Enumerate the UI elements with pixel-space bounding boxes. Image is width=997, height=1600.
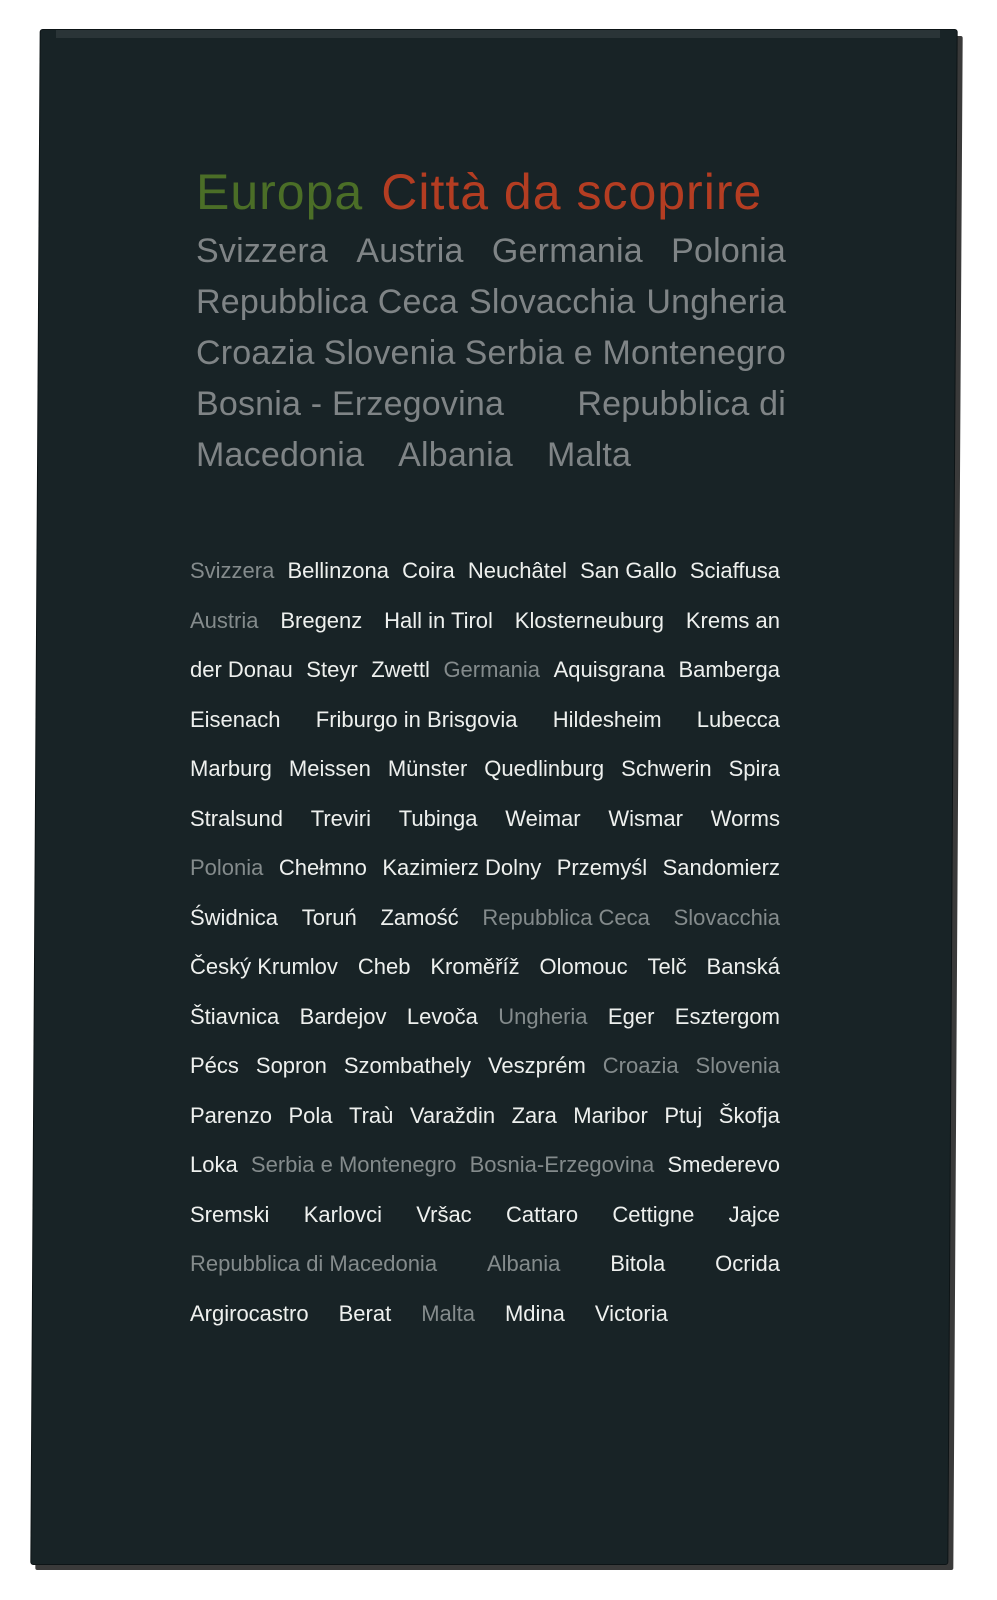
city-name: Steyr bbox=[306, 657, 358, 682]
country-label: Bosnia-Erzegovina bbox=[469, 1152, 655, 1177]
country-row bbox=[196, 379, 786, 430]
text-line bbox=[190, 1190, 780, 1240]
city-name: Levoča bbox=[406, 1003, 478, 1029]
text-line bbox=[190, 942, 780, 992]
city-name: Coira bbox=[402, 558, 455, 583]
country-row bbox=[196, 328, 786, 379]
title-europa: Europa bbox=[196, 164, 364, 220]
country-row bbox=[196, 277, 786, 328]
city-name: Bellinzona bbox=[287, 558, 390, 583]
city-name: Maribor bbox=[573, 1102, 648, 1128]
country-name: Repubblica di bbox=[577, 385, 786, 423]
city-name: Sremski bbox=[190, 1201, 270, 1227]
city-name: Bamberga bbox=[678, 657, 780, 682]
city-name: Neuchâtel bbox=[467, 558, 567, 583]
city-name: Meissen bbox=[288, 756, 371, 781]
country-name: Malta bbox=[546, 436, 632, 474]
city-name: Bregenz bbox=[280, 607, 363, 633]
city-name: Pola bbox=[288, 1102, 333, 1128]
country-label: Repubblica di Macedonia bbox=[190, 1251, 438, 1276]
city-name: Sopron bbox=[255, 1053, 327, 1078]
country-row bbox=[196, 226, 786, 277]
text-line bbox=[190, 1041, 780, 1091]
city-name: Smederevo bbox=[667, 1152, 780, 1177]
city-name: Veszprém bbox=[487, 1053, 586, 1078]
city-name: San Gallo bbox=[580, 558, 677, 583]
city-name: Wismar bbox=[608, 805, 683, 831]
book-title bbox=[196, 164, 786, 220]
city-name: Ptuj bbox=[664, 1102, 703, 1128]
city-name: Zara bbox=[511, 1102, 557, 1128]
city-name: Klosterneuburg bbox=[514, 607, 664, 633]
city-name: Škofja bbox=[718, 1102, 780, 1128]
city-name: Quedlinburg bbox=[484, 756, 605, 781]
city-name: Zamość bbox=[380, 904, 459, 930]
city-name: Karlovci bbox=[303, 1201, 382, 1227]
city-name: Eger bbox=[607, 1003, 655, 1029]
country-name: Slovenia bbox=[323, 334, 456, 372]
text-line bbox=[190, 546, 780, 596]
city-name: der Donau bbox=[190, 657, 293, 682]
country-label: Albania bbox=[486, 1251, 561, 1276]
city-name: Friburgo in Brisgovia bbox=[315, 706, 518, 732]
country-row bbox=[196, 430, 786, 481]
city-name: Münster bbox=[387, 756, 468, 781]
text-line bbox=[190, 695, 780, 745]
country-name: Albania bbox=[398, 436, 513, 474]
city-name: Vršac bbox=[416, 1201, 472, 1227]
text-line bbox=[190, 992, 780, 1042]
city-name: Berat bbox=[338, 1300, 392, 1326]
city-name: Varaždin bbox=[409, 1102, 496, 1128]
city-name: Traù bbox=[348, 1102, 394, 1128]
book-top-edge bbox=[56, 30, 940, 38]
city-name: Przemyśl bbox=[556, 855, 648, 880]
city-name: Świdnica bbox=[190, 904, 279, 930]
city-name: Esztergom bbox=[674, 1003, 780, 1029]
country-name: Repubblica Ceca bbox=[196, 283, 458, 321]
country-name: Ungheria bbox=[646, 283, 786, 321]
city-name: Toruń bbox=[301, 904, 357, 930]
text-line bbox=[190, 794, 780, 844]
text-line bbox=[190, 1140, 780, 1190]
country-label: Svizzera bbox=[190, 558, 275, 583]
country-label: Malta bbox=[421, 1300, 475, 1326]
text-line bbox=[190, 1091, 780, 1141]
country-label: Ungheria bbox=[498, 1003, 588, 1029]
country-label: Slovenia bbox=[695, 1053, 780, 1078]
city-name: Loka bbox=[190, 1152, 238, 1177]
city-name: Parenzo bbox=[190, 1102, 272, 1128]
city-name: Český Krumlov bbox=[190, 954, 338, 979]
country-name: Bosnia - Erzegovina bbox=[196, 385, 505, 423]
city-name: Pécs bbox=[190, 1053, 239, 1078]
city-name: Cettigne bbox=[612, 1201, 695, 1227]
city-name: Eisenach bbox=[190, 706, 281, 732]
city-name: Schwerin bbox=[621, 756, 712, 781]
city-name: Hall in Tirol bbox=[384, 607, 493, 633]
city-name: Telč bbox=[647, 954, 687, 979]
country-name: Serbia e Montenegro bbox=[464, 334, 786, 372]
city-name: Bitola bbox=[610, 1251, 666, 1276]
country-label: Germania bbox=[443, 657, 541, 682]
country-list bbox=[196, 226, 786, 481]
city-name: Zwettl bbox=[371, 657, 430, 682]
country-name: Croazia bbox=[196, 334, 315, 372]
city-name: Olomouc bbox=[539, 954, 628, 979]
country-label: Serbia e Montenegro bbox=[250, 1152, 457, 1177]
text-line bbox=[190, 1239, 780, 1289]
city-name: Szombathely bbox=[343, 1053, 471, 1078]
country-name: Polonia bbox=[671, 232, 786, 270]
city-name: Kroměříž bbox=[430, 954, 520, 979]
country-name: Slovacchia bbox=[468, 283, 636, 321]
country-label: Austria bbox=[190, 607, 259, 633]
text-line bbox=[190, 744, 780, 794]
city-name: Lubecca bbox=[696, 706, 780, 732]
city-name: Sciaffusa bbox=[689, 558, 780, 583]
country-name: Austria bbox=[356, 232, 464, 270]
city-name: Ocrida bbox=[715, 1251, 780, 1276]
city-name: Krems an bbox=[685, 607, 780, 633]
country-label: Slovacchia bbox=[673, 904, 780, 930]
title-block bbox=[196, 164, 786, 481]
country-label: Polonia bbox=[190, 855, 264, 880]
city-name: Aquisgrana bbox=[553, 657, 665, 682]
text-line bbox=[190, 843, 780, 893]
country-name: Germania bbox=[491, 232, 643, 270]
country-name: Macedonia bbox=[196, 436, 365, 474]
country-label: Croazia bbox=[602, 1053, 679, 1078]
city-name: Tubinga bbox=[398, 805, 478, 831]
city-name: Štiavnica bbox=[190, 1003, 280, 1029]
city-name: Victoria bbox=[594, 1300, 668, 1326]
city-list bbox=[190, 546, 780, 1338]
city-name: Hildesheim bbox=[552, 706, 662, 732]
city-name: Kazimierz Dolny bbox=[382, 855, 542, 880]
city-name: Jajce bbox=[728, 1201, 780, 1227]
city-name: Weimar bbox=[505, 805, 581, 831]
city-name: Sandomierz bbox=[662, 855, 780, 880]
country-label: Repubblica Ceca bbox=[482, 904, 650, 930]
city-name: Mdina bbox=[504, 1300, 565, 1326]
city-name: Marburg bbox=[190, 756, 272, 781]
city-name: Banská bbox=[706, 954, 780, 979]
city-name: Spira bbox=[728, 756, 780, 781]
city-name: Worms bbox=[710, 805, 780, 831]
text-line bbox=[190, 1289, 780, 1339]
city-name: Cattaro bbox=[505, 1201, 579, 1227]
city-name: Cheb bbox=[357, 954, 411, 979]
text-line bbox=[190, 893, 780, 943]
text-line bbox=[190, 645, 780, 695]
country-name: Svizzera bbox=[196, 232, 328, 270]
city-name: Bardejov bbox=[299, 1003, 387, 1029]
city-name: Treviri bbox=[310, 805, 372, 831]
city-name: Argirocastro bbox=[190, 1300, 309, 1326]
title-citta-da-scoprire: Città da scoprire bbox=[381, 164, 763, 220]
city-name: Chełmno bbox=[278, 855, 367, 880]
city-name: Stralsund bbox=[190, 805, 283, 831]
text-line bbox=[190, 596, 780, 646]
